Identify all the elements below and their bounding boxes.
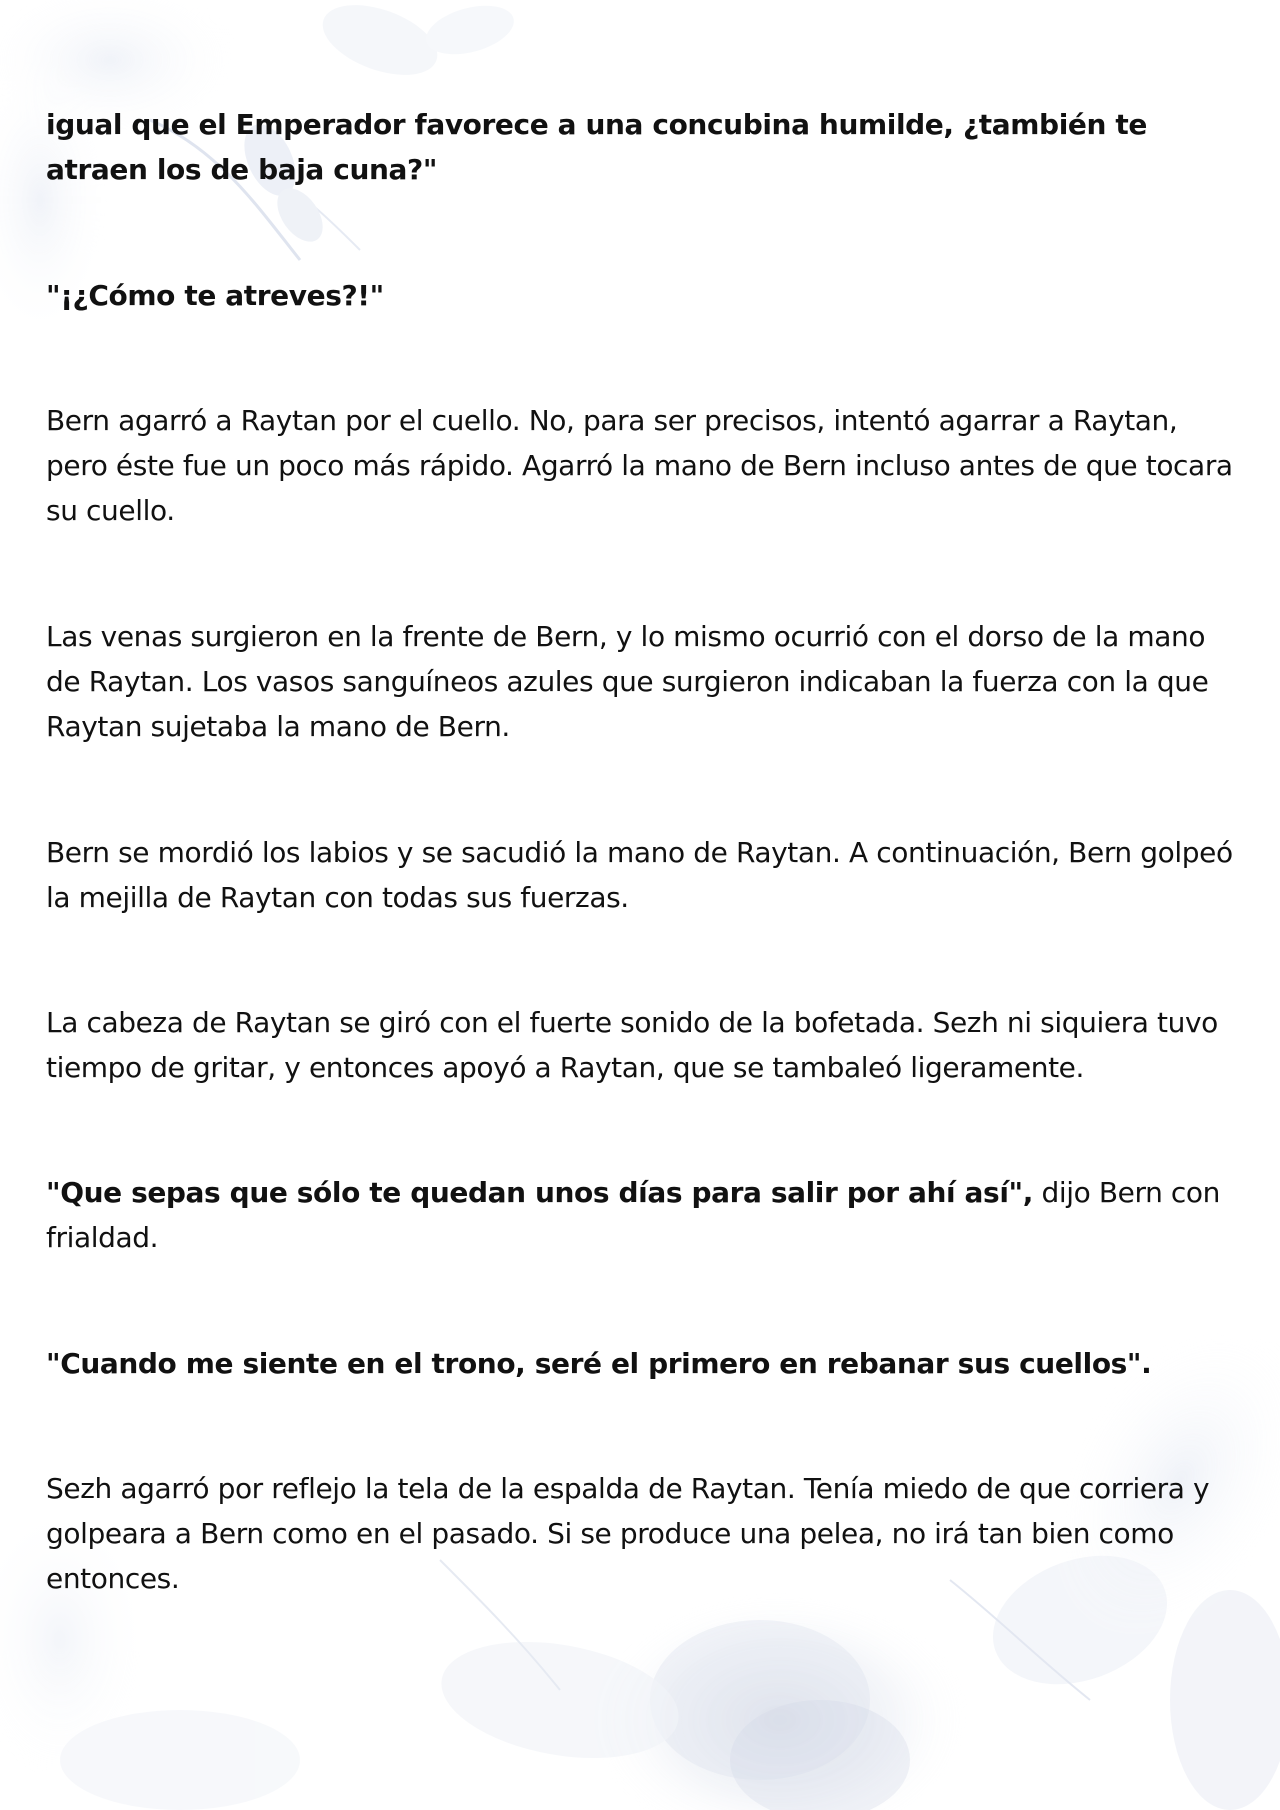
narrative-text: La cabeza de Raytan se giró con el fuerte sonido de la bofetada. Sezh ni siquiera tuvo tiempo de gritar, y entonces apoyó a Raytan, que se tambaleó ligeramente.: [46, 1006, 1218, 1084]
bold-dialogue: "Que sepas que sólo te quedan unos días para salir por ahí así",: [46, 1176, 1033, 1209]
paragraph: [46, 1000, 1246, 1090]
narrative-text: Bern se mordió los labios y se sacudió la mano de Raytan. A continuación, Bern golpeó la mejilla de Raytan con todas sus fuerzas.: [46, 836, 1233, 914]
paragraph: [46, 614, 1246, 749]
paragraph: [46, 1341, 1151, 1386]
narrative-text: Sezh agarró por reflejo la tela de la espalda de Raytan. Tenía miedo de que corriera y golpeara a Bern como en el pasado. Si se produce una pelea, no irá tan bien como entonces.: [46, 1472, 1210, 1595]
bold-dialogue: "Cuando me siente en el trono, seré el primero en rebanar sus cuellos".: [46, 1347, 1152, 1380]
narrative-text: dijo Bern con frialdad.: [46, 1176, 1220, 1254]
bold-dialogue: igual que el Emperador favorece a una concubina humilde, ¿también te atraen los de baja cuna?": [46, 108, 1147, 186]
paragraph: [46, 1170, 1246, 1260]
paragraph: [46, 102, 1246, 192]
narrative-text: Bern agarró a Raytan por el cuello. No, para ser precisos, intentó agarrar a Raytan, pero éste fue un poco más rápido. Agarró la mano de Bern incluso antes de que tocara su cuello.: [46, 404, 1233, 527]
bold-dialogue: "¡¿Cómo te atreves?!": [46, 279, 384, 312]
narrative-text: Las venas surgieron en la frente de Bern, y lo mismo ocurrió con el dorso de la mano de Raytan. Los vasos sanguíneos azules que surgieron indicaban la fuerza con la que Raytan sujetaba la mano de Bern.: [46, 620, 1209, 743]
paragraph: [46, 830, 1246, 920]
paragraph: [46, 398, 1246, 533]
paragraph: [46, 273, 384, 318]
paragraph: [46, 1466, 1246, 1601]
